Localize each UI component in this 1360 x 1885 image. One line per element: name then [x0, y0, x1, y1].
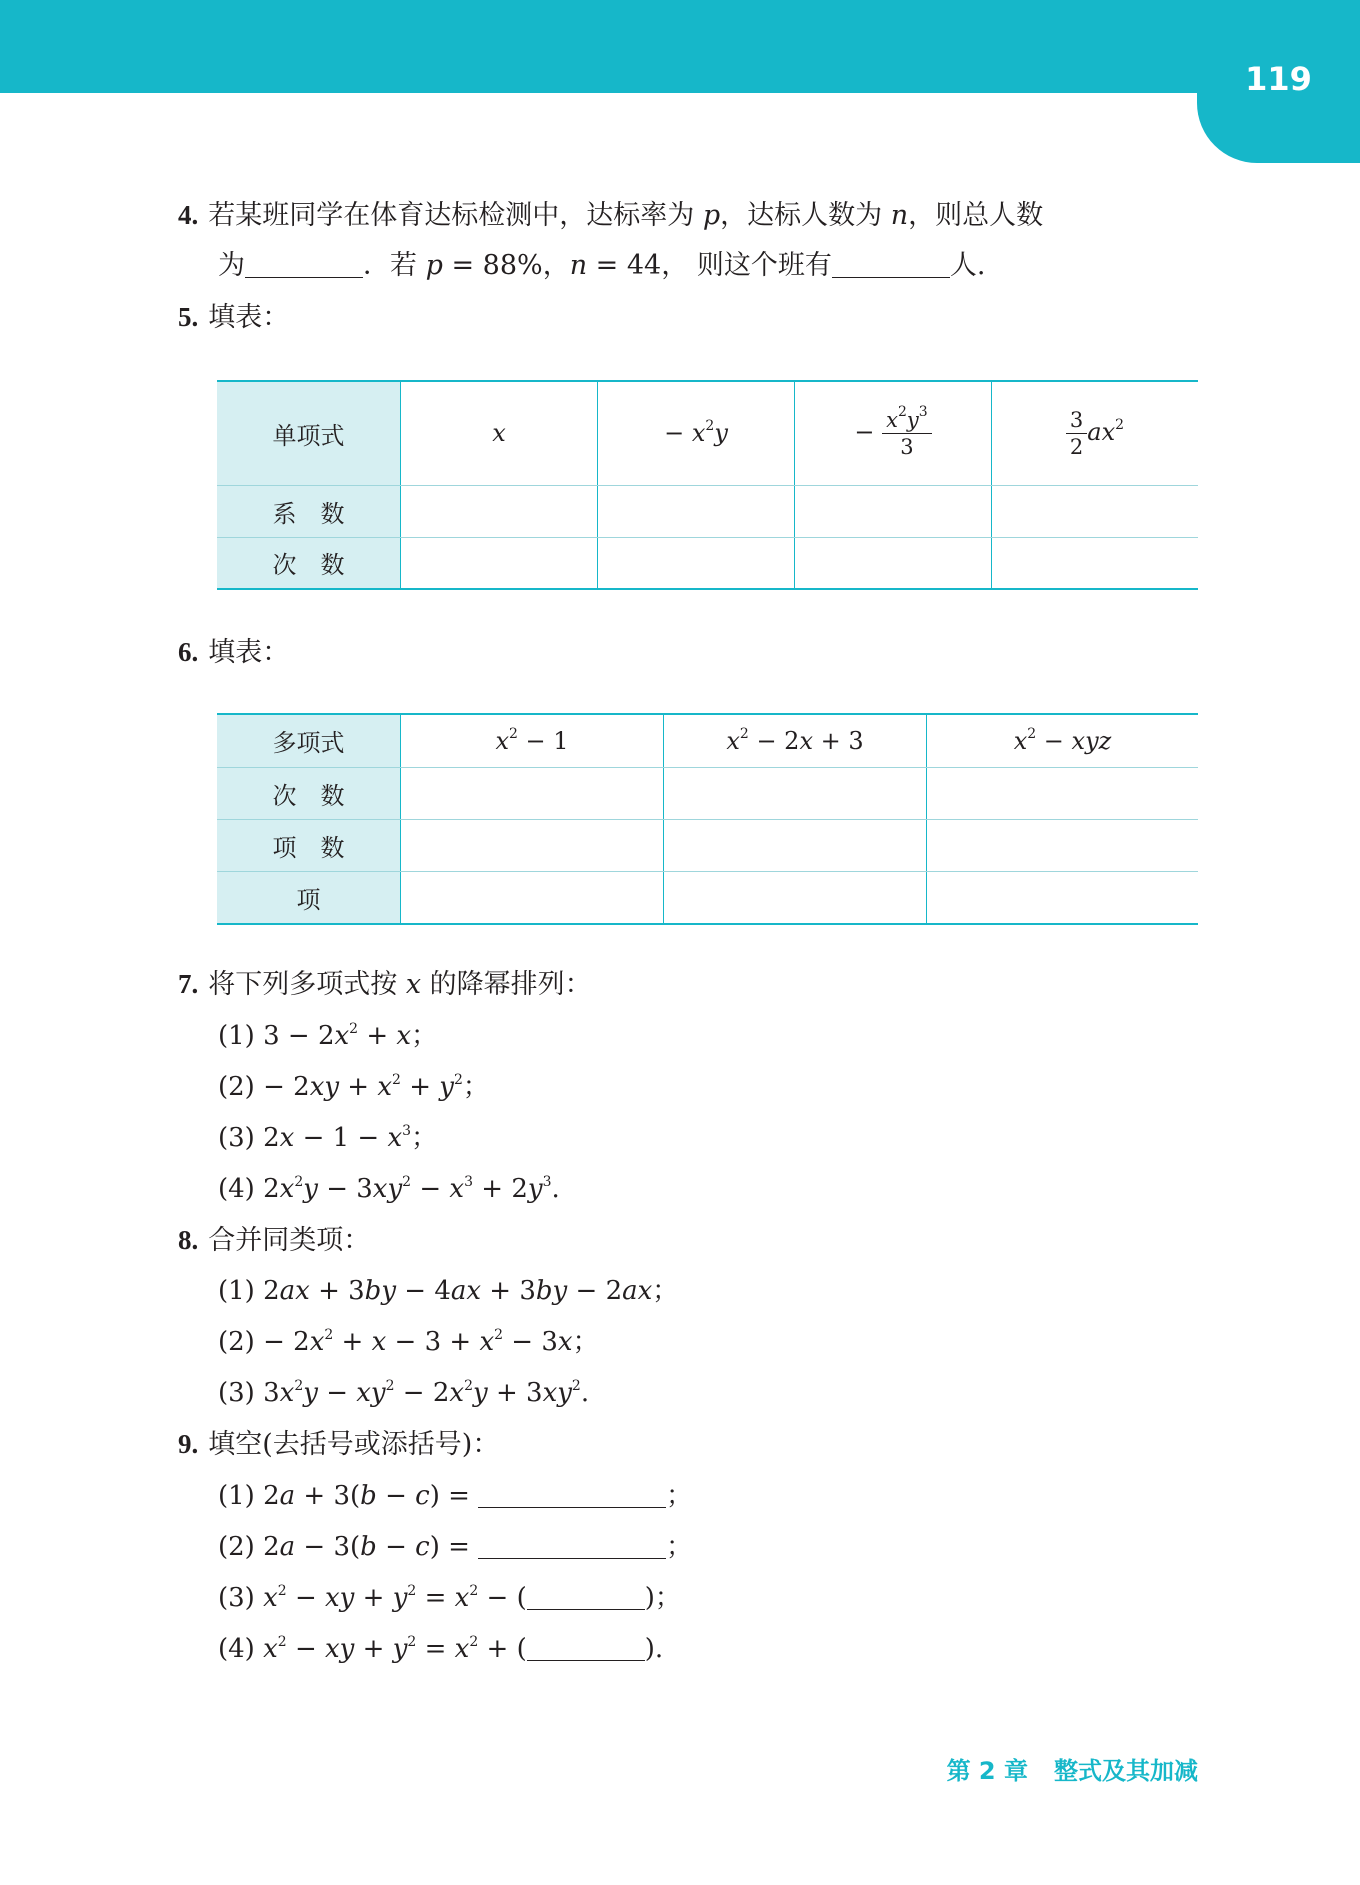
question-8 [178, 1220, 370, 1261]
page-number: 119 [1245, 60, 1312, 98]
answer-blank[interactable] [478, 1532, 666, 1559]
question-6 [178, 632, 289, 673]
question-number: 6. [178, 637, 199, 667]
answer-cell[interactable] [401, 485, 598, 537]
answer-cell[interactable] [598, 485, 795, 537]
answer-cell[interactable] [992, 537, 1199, 589]
answer-cell[interactable] [598, 537, 795, 589]
monomial-cell: $\frac{3}{2}$ $ax^2$ [992, 381, 1199, 485]
answer-blank[interactable] [478, 1481, 666, 1508]
monomial-cell: − $\frac{x^2y^3}{3}$ [795, 381, 992, 485]
answer-cell[interactable] [795, 485, 992, 537]
question-9-item-2: (2) 2a − 3(b − c) = ； [218, 1532, 693, 1562]
question-number: 7. [178, 969, 199, 999]
polynomial-cell: $x^2$ − xyz [927, 714, 1199, 767]
monomial-table [217, 380, 1198, 590]
answer-cell[interactable] [401, 819, 664, 871]
row-header: 系 数 [217, 485, 401, 537]
polynomial-cell: $x^2 - 2x + 3$ [664, 714, 927, 767]
answer-cell[interactable] [401, 871, 664, 924]
row-header: 次 数 [217, 767, 401, 819]
answer-cell[interactable] [401, 767, 664, 819]
row-header: 次 数 [217, 537, 401, 589]
question-7-item-4: (4) $2x^2y - 3xy^2 - x^3 + 2y^3$. [218, 1174, 560, 1204]
question-7-item-1: (1) $3 - 2x^2 + x$； [218, 1021, 438, 1051]
question-number: 9. [178, 1429, 199, 1459]
question-8-item-1: (1) 2ax + 3by − 4ax + 3by − 2ax； [218, 1276, 679, 1306]
question-7-item-3: (3) $2x - 1 - x^3$； [218, 1123, 438, 1153]
answer-cell[interactable] [401, 537, 598, 589]
chapter-title: 整式及其加减 [1054, 1757, 1198, 1785]
monomial-cell: x [401, 381, 598, 485]
chapter-footer [921, 1751, 1198, 1786]
question-4-line2: 为 ．若 p = 88%，n = 44， 则这个班有 人. [218, 250, 986, 281]
row-header: 单项式 [217, 381, 401, 485]
question-9 [178, 1424, 499, 1465]
answer-cell[interactable] [992, 485, 1199, 537]
question-title: 将下列多项式按 x 的降幂排列： [208, 969, 592, 1000]
question-8-item-2: $(2) - 2x^2 + x - 3 + x^2 - 3x$； [218, 1327, 599, 1357]
question-9-item-4: (4) $x^2$ − xy + $y^2 = x^2$ + ( ). [218, 1634, 664, 1664]
answer-blank[interactable] [527, 1634, 645, 1661]
answer-cell[interactable] [927, 819, 1199, 871]
question-number: 4. [178, 200, 199, 230]
question-4-text-line1: 若某班同学在体育达标检测中，达标率为 p，达标人数为 n，则总人数 [208, 200, 1044, 231]
question-7-item-2: $(2) - 2xy + x^2 + y^2$； [218, 1072, 489, 1102]
question-title: 填表： [208, 637, 290, 668]
question-title: 合并同类项： [208, 1225, 371, 1256]
answer-cell[interactable] [927, 767, 1199, 819]
answer-blank[interactable] [832, 251, 950, 278]
question-4-text-line2: ．若 p = 88%，n = 44， 则这个班有 [363, 250, 832, 281]
chapter-number: 第 2 章 [946, 1757, 1028, 1785]
question-4 [178, 195, 1043, 236]
question-9-item-3: (3) $x^2$ − xy + $y^2 = x^2$ − ( )； [218, 1583, 681, 1613]
question-9-item-1: (1) 2a + 3(b − c) = ； [218, 1481, 693, 1511]
answer-cell[interactable] [795, 537, 992, 589]
polynomial-table [217, 713, 1198, 925]
answer-cell[interactable] [664, 767, 927, 819]
question-title: 填表： [208, 302, 290, 333]
row-header: 多项式 [217, 714, 401, 767]
question-number: 5. [178, 302, 199, 332]
answer-cell[interactable] [664, 871, 927, 924]
answer-blank[interactable] [245, 251, 363, 278]
question-7 [178, 964, 592, 1005]
header-band [0, 0, 1360, 93]
question-8-item-3: (3) $3x^2y - xy^2 - 2x^2y + 3xy^2$. [218, 1378, 590, 1408]
monomial-cell: − $x^2y$ [598, 381, 795, 485]
row-header: 项 数 [217, 819, 401, 871]
question-title: 填空(去括号或添括号)： [208, 1429, 500, 1460]
answer-cell[interactable] [927, 871, 1199, 924]
row-header: 项 [217, 871, 401, 924]
polynomial-cell: $x^2 - 1$ [401, 714, 664, 767]
answer-cell[interactable] [664, 819, 927, 871]
question-number: 8. [178, 1225, 199, 1255]
answer-blank[interactable] [527, 1583, 645, 1610]
question-5 [178, 297, 289, 338]
